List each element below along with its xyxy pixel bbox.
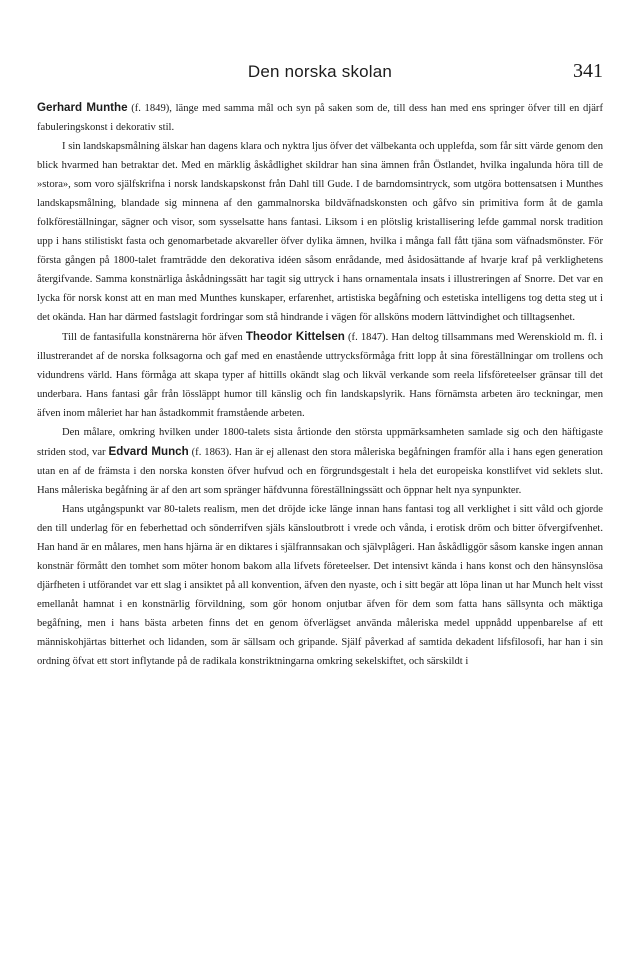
paragraph-munch-realism: Hans utgångspunkt var 80-talets realism, men det dröjde icke länge innan hans fantasi tog all verklighet i sitt våld och gjorde den till underlag för en feberhettad och sönderrifven själs känsloutbrott i vrede och vånda, i erotisk dröm och bitter öfvergifvenhet. Han hand är en målares, men hans hjärna är en diktares i själfrannsakan och självplågeri. Han åskådliggör såsom kanske ingen annan konstnär förmått den tomhet som möter honom bakom alla lifvets företeelser. Det intensivt kända i hans konst och den hänsynslösa djärfheten i utförandet var ett slag i ansiktet på all konvention, äfven den nyaste, och i sitt begär att löpa linan ut har Munch helt visst emellanåt hamnat i en konstnärlig förvildning, som gör honom onjutbar äfven för dem som fatta hans sällsynta och mäktiga begåfning, men i hans bästa arbeten finns det en genom öfverlägset använda måleriska medel uppnådd uppenbarelse af ett människohjärtas bitterhet och lidanden, som är sällsam och gripande. Själf påverkad af samtida dekadent lifsfilosofi, har han i sin ordning öfvat ett stort inflytande på de radikala konstriktningarna omkring sekelskiftet, och särskildt i: [37, 504, 603, 667]
artist-name-munthe: Gerhard Munthe: [37, 101, 128, 114]
paragraph-munthe: [37, 98, 603, 137]
body-text: [37, 98, 603, 671]
artist-name-munch: Edvard Munch: [108, 445, 189, 458]
paragraph-kittelsen-intro: Till de fantasifulla konstnärerna hör äfven: [62, 332, 246, 343]
running-header: [37, 60, 603, 86]
paragraph-kittelsen-text: (f. 1847). Han deltog tillsammans med Werenskiold m. fl. i illustrerandet af de norska folksagorna och gaf med en enastående uttrycksförmåga fritt lopp åt sina föreställningar om trollens och vidundrens värld. Hans förmåga att skapa typer af hittills okändt slag och likväl verkande som reela lifsföreteelser gränsar till det underbara. Hans fantasi går från lössläppt humor till känslig och fin landskapslyrik. Hans förnämsta arbeten äro teckningar, men äfven inom måleriet har han åstadkommit framstående arbeten.: [37, 332, 603, 419]
paragraph-munthe-landscape: I sin landskapsmålning älskar han dagens klara och nyktra ljus öfver det välbekanta och upplefda, som får sitt värde genom den blick hvarmed han betraktar det. Med en märklig åskådlighet skildrar han sina ämnen från Östlandet, hvilka ingalunda höra till de »stora», som voro själfskrifna i norsk landskapskonst från Dahl till Gude. I de barndomsintryck, som utgöra bottensatsen i Munthes landskapsmålning, blandade sig minnena af den gammalnorska bildväfnadskonsten och gåfvo sin primitiva form åt de gamla folkföreställningar, sägner och visor, som sysselsatte hans fantasi. Liksom i en plötslig kristallisering lefde gammal norsk tradition upp i hans stilistiskt fasta och genomarbetade akvareller öfver dylika ämnen, hvilka i många fall fått tjäna som väfnadsmönster. För första gången på 1800-talet framträdde den dekorativa idéen såsom enrådande, med åsidosättande af hvarje kraf på verklighetens återgifvande. Samma konstnärliga åskådningssätt har tagit sig uttryck i hans ornamentala insats i illustreringen af Snorre. Det var en lycka för norsk konst att en man med Munthes kunskaper, erfarenhet, artistiska begåfning och estetiska intelligens tog detta steg ut i det okända. Han har därmed fastslagit fordringar som stå hindrande i vägen för allsköns modern lättvindighet och tilltagsenhet.: [37, 141, 603, 323]
page-number: 341: [573, 60, 603, 82]
header-title: Den norska skolan: [247, 62, 393, 81]
paragraph-munthe-text: (f. 1849), länge med samma mål och syn på saken som de, till dess han med ens springer öfver till en djärf fabuleringskonst i dekorativ stil.: [37, 103, 603, 133]
paragraph-munch: [37, 423, 603, 500]
paragraph-munch-text: (f. 1863). Han är ej allenast den stora måleriska begåfningen framför alla i hans egen generation utan en af de främsta i den norska konsten öfver hufvud och en förgrundsgestalt i hela det europeiska konstlifvet vid seklets slut. Hans måleriska begåfning är af den art som spränger häfdvunna föreställningssätt och öppnar helt nya synpunkter.: [37, 447, 603, 496]
paragraph-munch-intro: Den målare, omkring hvilken under 1800-talets sista årtionde den största uppmärksamheten samlade sig och den häftigaste striden stod, var: [37, 427, 603, 458]
artist-name-kittelsen: Theodor Kittelsen: [245, 330, 345, 343]
paragraph-kittelsen: [37, 327, 603, 423]
